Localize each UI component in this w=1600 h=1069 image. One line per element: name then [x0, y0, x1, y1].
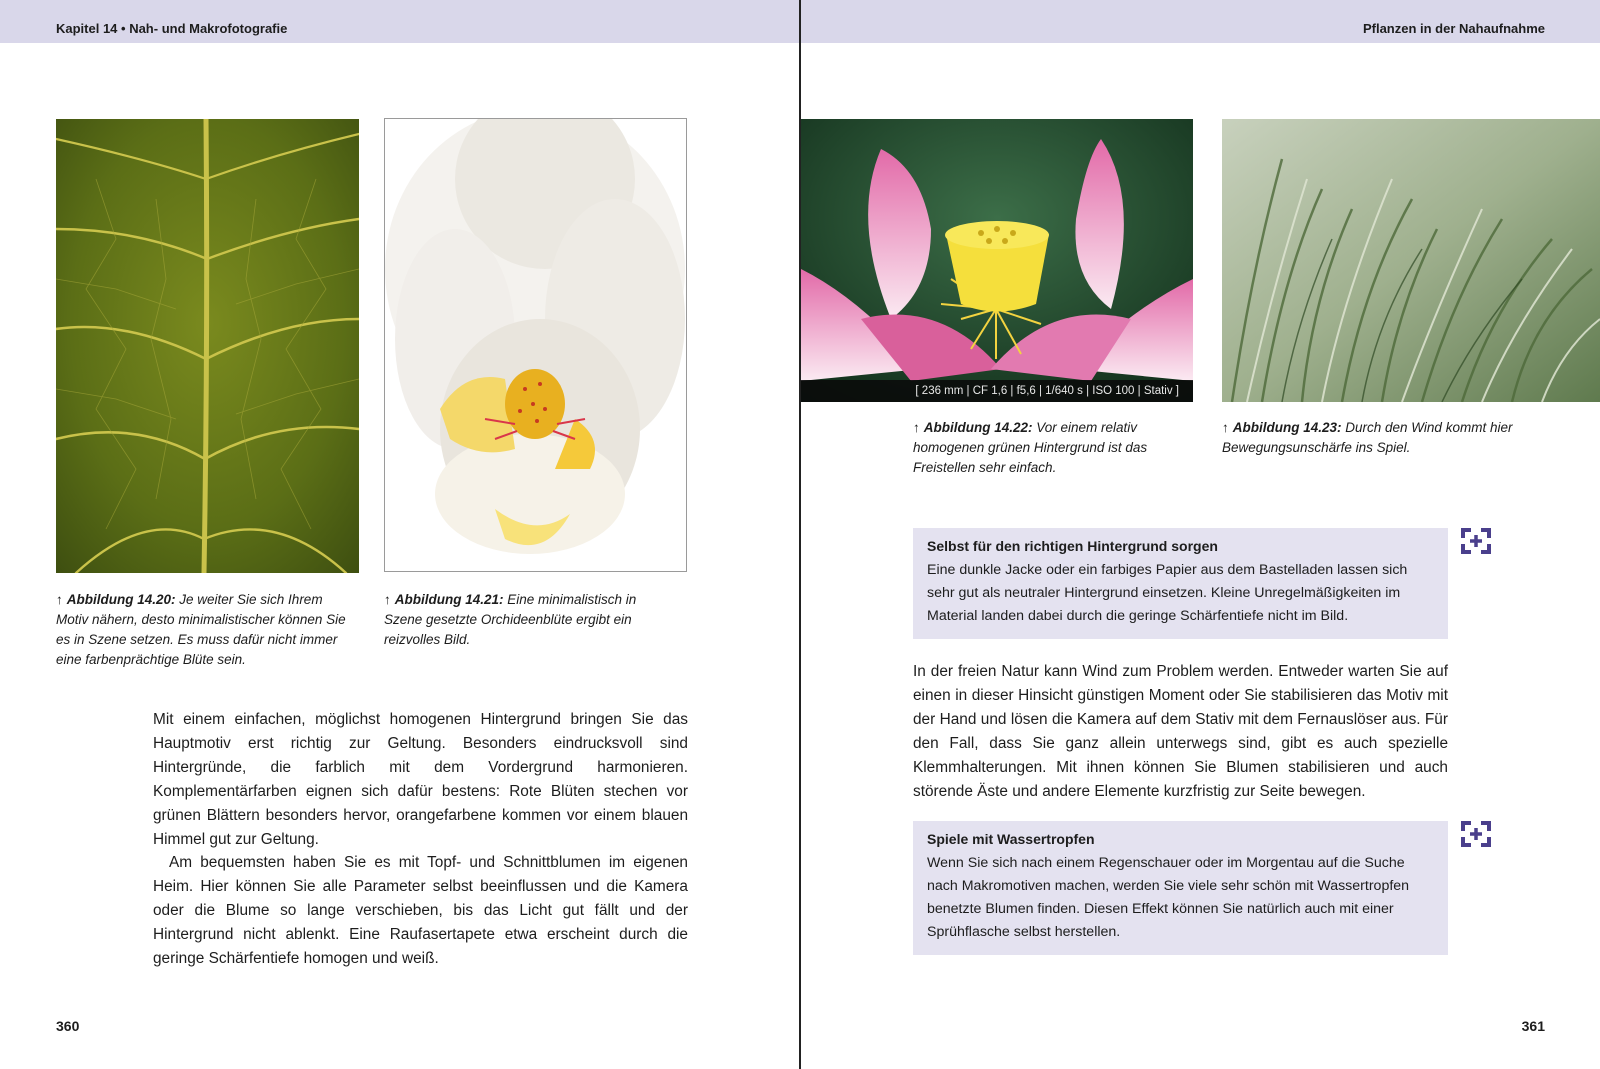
paragraph: Mit einem einfachen, möglichst homogenen Hintergrund bringen Sie das Hauptmotiv erst richtig zur Geltung. Besonders eindrucksvoll sind Hintergründe, die farblich mit dem Vordergrund harmonieren. Komplementärfarben eignen sich dafür bestens: Rote Blüten stechen vor grünen Blättern besonders hervor, orangefarbene kommen vor einem blauen Himmel gut zur Geltung.	[153, 711, 688, 848]
paragraph: Am bequemsten haben Sie es mit Topf- und Schnittblumen im eigenen Heim. Hier können Sie alle Parameter selbst beeinflussen und die Kamera oder die Blume so lange verschieben, bis das Licht gut fällt und der Hintergrund nicht ablenkt. Eine Raufasertapete etwa erscheint durch die geringe Schärfentiefe homogen und weiß.	[153, 854, 688, 968]
section-title: Pflanzen in der Nahaufnahme	[1362, 21, 1545, 36]
figure-caption-14-20: ↑ Abbildung 14.20: Je weiter Sie sich Ihrem Motiv nähern, desto minimalistischer können Sie es in Szene setzen. Es muss dafür nicht immer eine farbenprächtige Blüte sein.	[56, 592, 346, 667]
left-page	[0, 0, 799, 1069]
page-number-right: 361	[1521, 1018, 1545, 1034]
right-page	[801, 0, 1600, 1069]
tip-box	[913, 821, 1448, 955]
figure-caption-14-23: ↑ Abbildung 14.23: Durch den Wind kommt hier Bewegungsunschärfe ins Spiel.	[1222, 420, 1513, 455]
exif-info-bar: [ 236 mm | CF 1,6 | f5,6 | 1/640 s | ISO 100 | Stativ ]	[801, 380, 1193, 402]
tip-plus-icon	[1461, 528, 1491, 554]
leaf-photo	[56, 119, 359, 573]
tip-text: Eine dunkle Jacke oder ein farbiges Papier aus dem Bastelladen lassen sich sehr gut als neutraler Hintergrund einsetzen. Kleine Unregelmäßigkeiten im Material landen dabei durch die geringe Schärfentiefe nicht im Bild.	[927, 562, 1408, 624]
paragraph: In der freien Natur kann Wind zum Problem werden. Entweder warten Sie auf einen in dieser Hinsicht günstigen Moment oder Sie stabilisieren das Motiv mit der Hand und lösen die Kamera auf dem Stativ mit dem Fernauslöser aus. Für den Fall, dass Sie ganz allein unterwegs sind, gibt es auch spezielle Klemmhalterungen. Mit ihnen können Sie Blumen stabilisieren und auch störende Äste und andere Elemente kurzfristig zur Seite bewegen.	[913, 663, 1448, 800]
arrow-up-icon: ↑	[913, 420, 920, 435]
body-text-right	[913, 660, 1448, 803]
figure-caption-14-22: ↑ Abbildung 14.22: Vor einem relativ homogenen grünen Hintergrund ist das Freistellen sehr einfach.	[913, 420, 1148, 475]
tip-title: Spiele mit Wassertropfen	[927, 831, 1095, 847]
tip-plus-icon	[1461, 821, 1491, 847]
tip-title: Selbst für den richtigen Hintergrund sorgen	[927, 538, 1218, 554]
arrow-up-icon: ↑	[384, 592, 391, 607]
running-header-left	[0, 0, 799, 43]
chapter-title: Kapitel 14 • Nah- und Makrofotografie	[56, 21, 288, 36]
figure-caption-14-21: ↑ Abbildung 14.21: Eine minimalistisch in Szene gesetzte Orchideenblüte ergibt ein reizvolles Bild.	[384, 592, 637, 647]
tip-text: Wenn Sie sich nach einem Regenschauer oder im Morgentau auf die Suche nach Makromotiven machen, werden Sie viele sehr schön mit Wassertropfen benetzte Blumen finden. Diesen Effekt können Sie natürlich auch mit einer Sprühflasche selbst herstellen.	[927, 855, 1410, 940]
arrow-up-icon: ↑	[56, 592, 63, 607]
page-number-left: 360	[56, 1018, 80, 1034]
grass-photo	[1222, 119, 1600, 402]
orchid-photo	[384, 118, 687, 572]
body-text-left	[153, 708, 688, 971]
lotus-photo	[801, 119, 1193, 402]
tip-box	[913, 528, 1448, 639]
running-header-right	[801, 0, 1600, 43]
arrow-up-icon: ↑	[1222, 420, 1229, 435]
